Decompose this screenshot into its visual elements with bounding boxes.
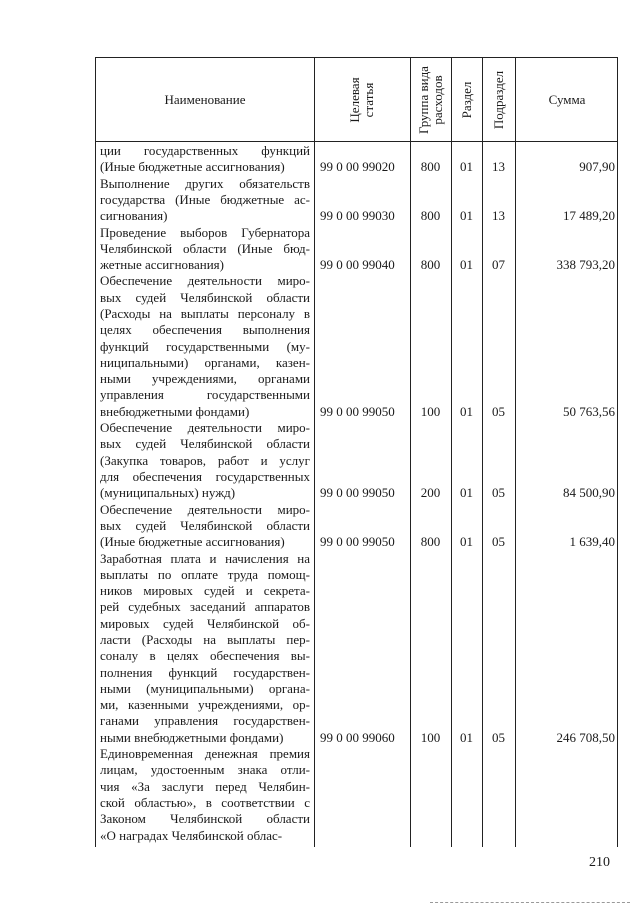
row-subsection-cell: 07 <box>492 257 505 273</box>
row-subsection-cell: 05 <box>492 403 505 419</box>
header-sum-label: Сумма <box>548 92 586 107</box>
row-name-line: «О наградах Челябинской облас- <box>100 827 283 843</box>
row-name-line: (Иные бюджетные ассигнования) <box>100 159 285 175</box>
row-name-cell <box>96 502 314 551</box>
row-sum-cell: 17 489,20 <box>563 208 615 224</box>
row-sum-cell: 84 500,90 <box>563 485 615 501</box>
row-name-line: Обеспечение деятельности миро- <box>100 501 310 517</box>
row-target-cell: 99 0 00 99020 <box>320 159 395 175</box>
row-name-cell <box>96 551 314 747</box>
row-target-cell: 99 0 00 99040 <box>320 257 395 273</box>
row-name-line: Проведение выборов Губернатора <box>100 224 310 240</box>
row-name-line: ганами управления государствен- <box>100 713 310 729</box>
header-group <box>410 58 451 142</box>
row-subsection-cell: 05 <box>492 485 505 501</box>
row-group-cell: 800 <box>420 208 441 224</box>
row-section-cell: 01 <box>460 257 473 273</box>
header-target-label: Целевая статья <box>347 77 376 123</box>
row-name-cell <box>96 176 314 225</box>
row-subsection-cell: 05 <box>492 534 505 550</box>
row-group-cell: 100 <box>420 403 441 419</box>
row-name-line: Единовременная денежная премия <box>100 746 310 762</box>
row-section-cell: 01 <box>460 159 473 175</box>
row-name-cell <box>96 420 314 501</box>
row-name-line: выплаты по оплате труда помощ- <box>100 566 310 582</box>
header-section-label: Раздел <box>458 81 474 119</box>
row-name-line: управления государственными <box>100 387 310 403</box>
row-name-line: ции государственных функций <box>100 143 310 158</box>
row-target-cell: 99 0 00 99050 <box>320 534 395 550</box>
row-name-cell <box>96 143 314 176</box>
row-name-line: чия «За заслуги перед Челябин- <box>100 778 310 794</box>
row-subsection-cell: 13 <box>492 208 505 224</box>
row-name-line: государства (Иные бюджетные ас- <box>100 191 310 207</box>
header-section <box>451 58 482 142</box>
row-target-cell: 99 0 00 99050 <box>320 403 395 419</box>
row-name-line: вых судей Челябинской области <box>100 517 310 533</box>
row-name-line: жетные ассигнования) <box>100 257 224 273</box>
row-name-line: рей судебных заседаний аппаратов <box>100 599 310 615</box>
row-name-line: ными (муниципальными) органа- <box>100 680 310 696</box>
row-name-line: ми, казенными учреждениями, ор- <box>100 697 310 713</box>
row-name-line: функций государственными (му- <box>100 338 310 354</box>
row-name-line: ской областью», в соответствии с <box>100 794 310 810</box>
row-sum-cell: 50 763,56 <box>563 403 615 419</box>
row-sum-cell: 1 639,40 <box>569 534 615 550</box>
row-section-cell: 01 <box>460 729 473 745</box>
row-target-cell: 99 0 00 99030 <box>320 208 395 224</box>
row-name-line: сигнования) <box>100 208 168 224</box>
footer-rule <box>430 902 630 903</box>
page-number: 210 <box>589 855 610 870</box>
header-group-label: Группа вида расходов <box>415 66 445 134</box>
header-sum <box>515 58 619 142</box>
row-subsection-cell: 13 <box>492 159 505 175</box>
row-target-cell: 99 0 00 99050 <box>320 485 395 501</box>
row-group-cell: 800 <box>420 534 441 550</box>
row-name-line: (муниципальных) нужд) <box>100 485 236 501</box>
table-header <box>96 58 617 142</box>
row-section-cell: 01 <box>460 403 473 419</box>
row-name-line: Челябинской области (Иные бюд- <box>100 240 310 256</box>
row-group-cell: 800 <box>420 257 441 273</box>
row-name-line: ников мировых судей и секрета- <box>100 583 310 599</box>
row-name-line: лицам, удостоенным знака отли- <box>100 762 310 778</box>
row-name-line: ными внебюджетными фондами) <box>100 729 284 745</box>
row-name-line: Обеспечение деятельности миро- <box>100 273 310 289</box>
row-subsection-cell: 05 <box>492 729 505 745</box>
row-name-line: Обеспечение деятельности миро- <box>100 420 310 436</box>
row-name-line: ласти (Расходы на выплаты пер- <box>100 631 310 647</box>
row-name-line: ниципальными) органами, казен- <box>100 354 310 370</box>
row-sum-cell: 907,90 <box>579 159 615 175</box>
row-name-line: Законом Челябинской области <box>100 811 310 827</box>
row-name-cell <box>96 273 314 420</box>
header-subsection <box>482 58 515 142</box>
row-name-line: Заработная плата и начисления на <box>100 550 310 566</box>
header-target <box>314 58 410 142</box>
row-name-line: ными учреждениями, органами <box>100 371 310 387</box>
row-name-line: (Расходы на выплаты персоналу в <box>100 305 310 321</box>
row-name-line: вых судей Челябинской области <box>100 436 310 452</box>
row-name-line: Выполнение других обязательств <box>100 175 310 191</box>
row-section-cell: 01 <box>460 485 473 501</box>
row-name-line: (Закупка товаров, работ и услуг <box>100 452 310 468</box>
row-group-cell: 100 <box>420 729 441 745</box>
row-section-cell: 01 <box>460 534 473 550</box>
row-sum-cell: 246 708,50 <box>556 729 615 745</box>
budget-table <box>95 57 618 847</box>
header-name-label: Наименование <box>164 92 246 107</box>
row-name-line: мировых судей Челябинской об- <box>100 615 310 631</box>
row-name-cell <box>96 746 314 844</box>
header-subsection-label: Подраздел <box>490 70 506 130</box>
row-name-line: для обеспечения государственных <box>100 468 310 484</box>
row-name-line: целях обеспечения выполнения <box>100 322 310 338</box>
row-name-line: внебюджетными фондами) <box>100 403 250 419</box>
header-name <box>96 58 314 142</box>
row-name-line: (Иные бюджетные ассигнования) <box>100 534 285 550</box>
row-group-cell: 800 <box>420 159 441 175</box>
row-name-line: полнения функций государствен- <box>100 664 310 680</box>
row-name-cell <box>96 225 314 274</box>
row-group-cell: 200 <box>420 485 441 501</box>
row-section-cell: 01 <box>460 208 473 224</box>
row-name-line: соналу в целях обеспечения вы- <box>100 648 310 664</box>
row-sum-cell: 338 793,20 <box>556 257 615 273</box>
row-name-line: вых судей Челябинской области <box>100 289 310 305</box>
row-target-cell: 99 0 00 99060 <box>320 729 395 745</box>
table-body <box>96 142 617 847</box>
